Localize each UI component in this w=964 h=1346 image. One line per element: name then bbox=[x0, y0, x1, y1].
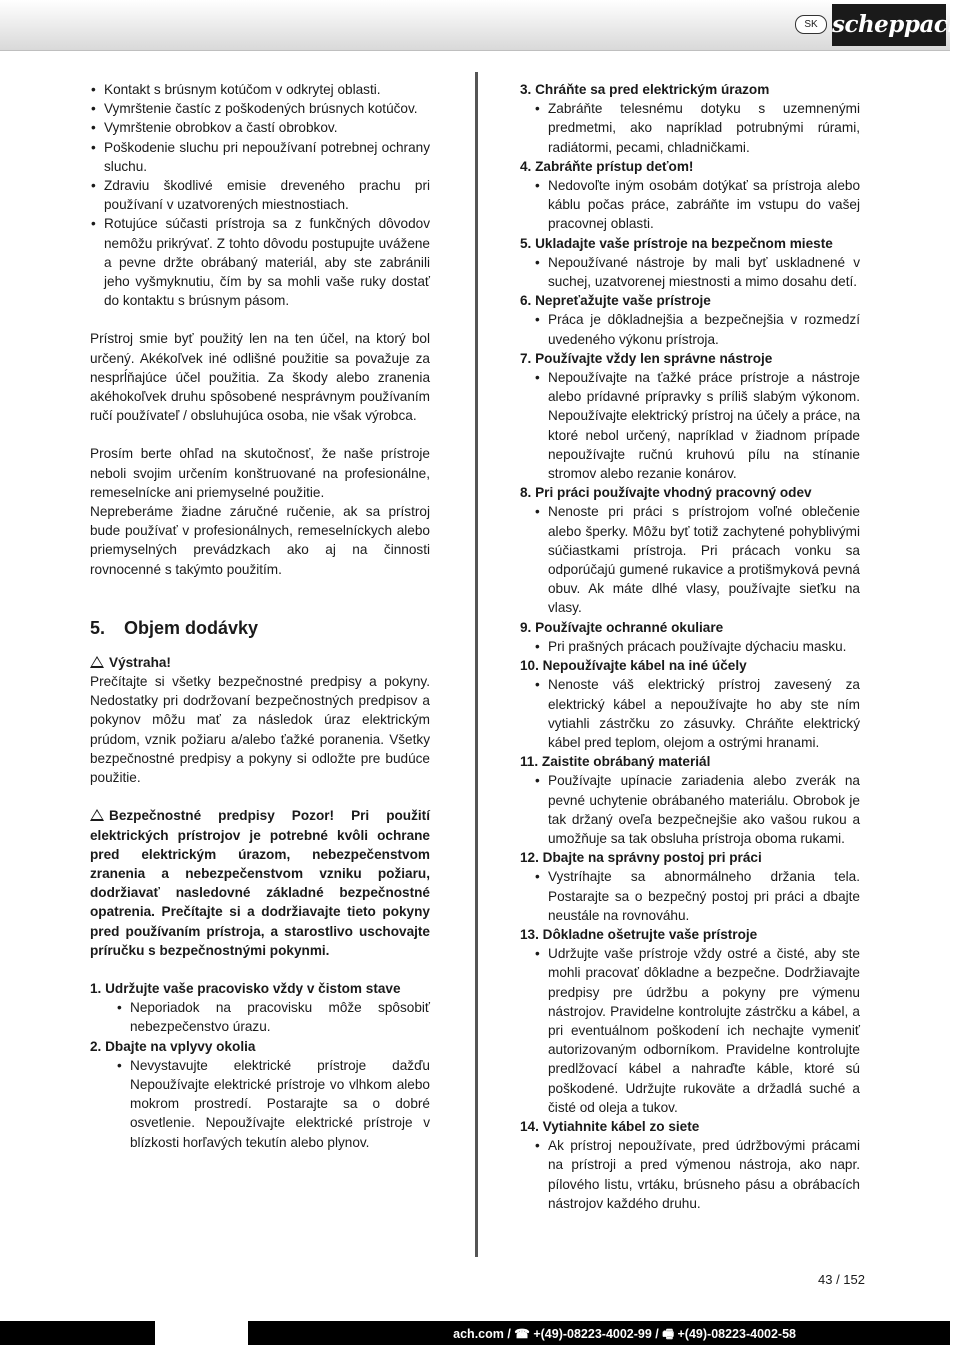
safety-item bbox=[520, 1117, 860, 1213]
safety-item bbox=[520, 80, 860, 157]
safety-item-heading: 10. Nepoužívajte kábel na iné účely bbox=[520, 658, 747, 674]
safety-item-heading: 7. Používajte vždy len správne nástroje bbox=[520, 350, 773, 366]
safety-item bbox=[520, 349, 860, 483]
safety-item bbox=[520, 656, 860, 752]
list-item: • Udržujte vaše prístroje vždy ostré a čisté, aby ste mohli pracovať dôkladne a bezpečne. Dodržiavajte predpisy pre údržbu a pokyny pre výmenu nástrojov. Pravidelne kontrolujte zástrčku a kábel, a pri eventuálnom poškodení ich nechajte vymeniť autorizovaným odborníkom. Pravidelne kontrolujte predlžovací kábel a nahraďte káble, ktoré sú poškodené. Udržujte rukoväte a držadlá suché a čisté od oleja a tukov. bbox=[534, 944, 860, 1117]
list-item: • Pri prašných prácach používajte dýchaciu masku. bbox=[534, 637, 860, 656]
warning-paragraph: Prečítajte si všetky bezpečnostné predpisy a pokyny. Nedostatky pri dodržovaní bezpečnostných predpisov a pokynov môžu mať za následok úraz elektrickým prúdom, vznik požiaru a/alebo ťažké poranenia. Všetky bezpečnostné predpisy a pokyny si odložte pre budúce použitie. bbox=[90, 674, 430, 786]
safety-item bbox=[90, 979, 430, 1037]
list-item: • Zabráňte telesnému dotyku s uzemnenými predmetmi, ako napríklad potrubnými rúrami, radiátormi, pecami, chladničkami. bbox=[534, 99, 860, 157]
safety-paragraph: Bezpečnostné predpisy Pozor! Pri použití elektrických prístrojov je potrebné kvôli ochrane pred elektrickým úrazom, nebezpečenstvom zranenia a nebezpečenstvom vzniku požiaru, dodržiavať nasledovné základné bezpečnostné opatrenia. Prečítajte si a dodržiavajte tieto pokyny pred používaním prístroja, a starostlivo uschovajte príručku s bezpečnostnými pokynmi. bbox=[90, 808, 430, 958]
footer-contact: ach.com / ☎ +(49)-08223-4002-99 / 🖷 +(49)-08223-4002-58 bbox=[453, 1327, 796, 1341]
warning-heading: Výstraha! bbox=[90, 653, 430, 672]
intended-use-paragraph: Prístroj smie byť použitý len na ten účel, na ktorý bol určený. Akékoľvek iné odlišné použitie sa považuje za nesprĺňajúce účel použitia. Za škody alebo zranenia akéhokoľvek druhu spôsobené nesprávnym používaním ručí používateľ / obsluhujúca osoba, nie však výrobca. bbox=[90, 331, 430, 424]
list-item: • Používajte upínacie zariadenia alebo zverák na pevné uchytenie obrábaného materiálu. Obrobok je tak držaný oveľa bezpečnejšie ako vašou rukou a umožňuje sa tak obsluha prístroja oboma rukami. bbox=[534, 771, 860, 848]
professional-use-paragraph: Prosím berte ohľad na skutočnosť, že naše prístroje neboli svojim určením konštruované na profesionálne, remeselnícke ani priemyselné použitie. bbox=[90, 446, 430, 500]
section-heading bbox=[90, 617, 430, 639]
list-item: • Nevystavujte elektrické prístroje dažďu Nepoužívajte elektrické prístroje vo vlhkom alebo mokrom prostredí. Postarajte sa o dobré osvetlenie. Nepoužívajte elektrické prístroje v blízkosti horľavých tekutín alebo plynov. bbox=[116, 1056, 430, 1152]
safety-item bbox=[520, 291, 860, 349]
safety-item bbox=[90, 1037, 430, 1152]
safety-item bbox=[520, 925, 860, 1117]
safety-item bbox=[520, 618, 860, 656]
brand-logo: scheppach bbox=[832, 4, 946, 46]
list-item: • Práca je dôkladnejšia a bezpečnejšia v rozmedzí uvedeného výkonu prístroja. bbox=[534, 310, 860, 348]
right-column bbox=[520, 80, 860, 1213]
safety-item bbox=[520, 848, 860, 925]
section-number: 5. bbox=[90, 617, 106, 638]
header-bar bbox=[0, 0, 964, 51]
safety-item-heading: 14. Vytiahnite kábel zo siete bbox=[520, 1118, 700, 1134]
list-item: • Nepoužívané nástroje by mali byť uskladnené v suchej, uzatvorenej miestnosti a mimo dosahu detí. bbox=[534, 253, 860, 291]
list-item: • Vymrštenie častíc z poškodených brúsnych kotúčov. bbox=[90, 99, 430, 118]
list-item: • Ak prístroj nepoužívate, pred údržbovými prácami na prístroji a pred výmenou nástroja, ako napr. pílového listu, vrtáku, brúsneho pásu a obrábacích nástrojov každého druhu. bbox=[534, 1136, 860, 1213]
list-item: • Vymrštenie obrobkov a častí obrobkov. bbox=[90, 118, 430, 137]
list-item: • Nenoste pri práci s prístrojom voľné oblečenie alebo šperky. Môžu byť totiž zachytené pohyblivými súčiastkami prístroja. Pri prácach vonku sa odporúčajú gumené rukavice a protišmyková pevná obuv. Ak máte dlhé vlasy, používajte sieťku na vlasy. bbox=[534, 502, 860, 617]
safety-item-heading: 11. Zaistite obrábaný materiál bbox=[520, 754, 711, 770]
list-item: • Nepoužívajte na ťažké práce prístroje a nástroje alebo prídavné prípravky s príliš slabým výkonom. Nepoužívajte elektrický prístroj na účely a práce, na ktoré nebol určený, napríklad v žiadnom prípade nepoužívajte ručnú kruhovú pílu na stínanie stromov alebo rezanie konárov. bbox=[534, 368, 860, 483]
safety-item bbox=[520, 752, 860, 848]
left-column bbox=[90, 80, 430, 1152]
list-item: • Nenoste váš elektrický prístroj zavesený za elektrický kábel a nepoužívajte ho aby ste ním vytiahli zástrčku zo zásuvky. Chráňte elektrický kábel pred teplom, olejom a ostrými hranami. bbox=[534, 675, 860, 752]
warning-icon bbox=[90, 656, 104, 668]
language-badge: SK bbox=[795, 15, 827, 34]
list-item: • Rotujúce súčasti prístroja sa z funkčných dôvodov nemôžu prikrývať. Z tohto dôvodu postupujte uvážene a pevne držte obrábaný materiál, aby ste zabránili jeho vyšmyknutiu, čím by sa mohli vaše ruky dostať do kontaktu s brúsnym pásom. bbox=[90, 214, 430, 310]
page-number: 43 / 152 bbox=[818, 1272, 865, 1287]
safety-item bbox=[520, 234, 860, 292]
safety-item-heading: 9. Používajte ochranné okuliare bbox=[520, 619, 724, 635]
safety-item-heading: 4. Zabráňte prístup deťom! bbox=[520, 158, 694, 174]
hazard-list bbox=[90, 80, 430, 310]
safety-item-heading: 8. Pri práci používajte vhodný pracovný odev bbox=[520, 485, 812, 501]
section-title: Objem dodávky bbox=[124, 617, 259, 638]
safety-item-heading: 13. Dôkladne ošetrujte vaše prístroje bbox=[520, 926, 758, 942]
safety-item-heading: 1. Udržujte vaše pracovisko vždy v čistom stave bbox=[90, 980, 401, 996]
safety-item-heading: 2. Dbajte na vplyvy okolia bbox=[90, 1038, 256, 1054]
footer-bar bbox=[0, 1321, 950, 1345]
list-item: • Vystríhajte sa abnormálneho držania tela. Postarajte sa o bezpečný postoj pri práci a dbajte neustále na rovnováhu. bbox=[534, 867, 860, 925]
warranty-paragraph: Nepreberáme žiadne záručné ručenie, ak sa prístroj bude používať v profesionálnych, remeselníckych alebo priemyselných prevádzkach ako aj na činnosti rovnocenné s takýmto použitím. bbox=[90, 504, 430, 577]
safety-item bbox=[520, 483, 860, 617]
list-item: • Neporiadok na pracovisku môže spôsobiť nebezpečenstvo úrazu. bbox=[116, 998, 430, 1036]
safety-item-heading: 5. Ukladajte vaše prístroje na bezpečnom mieste bbox=[520, 235, 833, 251]
safety-item-heading: 3. Chráňte sa pred elektrickým úrazom bbox=[520, 82, 770, 97]
warning-icon bbox=[90, 809, 104, 821]
safety-item-heading: 12. Dbajte na správny postoj pri práci bbox=[520, 850, 762, 866]
column-divider bbox=[475, 72, 478, 1257]
list-item: • Poškodenie sluchu pri nepoužívaní potrebnej ochrany sluchu. bbox=[90, 138, 430, 176]
safety-item bbox=[520, 157, 860, 234]
safety-item-heading: 6. Nepreťažujte vaše prístroje bbox=[520, 293, 711, 309]
list-item: • Zdraviu škodlivé emisie dreveného prachu pri používaní v uzatvorených miestnostiach. bbox=[90, 176, 430, 214]
list-item: • Kontakt s brúsnym kotúčom v odkrytej oblasti. bbox=[90, 80, 430, 99]
list-item: • Nedovoľte iným osobám dotýkať sa prístroja alebo káblu počas práce, zabráňte im vstupu do vašej pracovnej oblasti. bbox=[534, 176, 860, 234]
